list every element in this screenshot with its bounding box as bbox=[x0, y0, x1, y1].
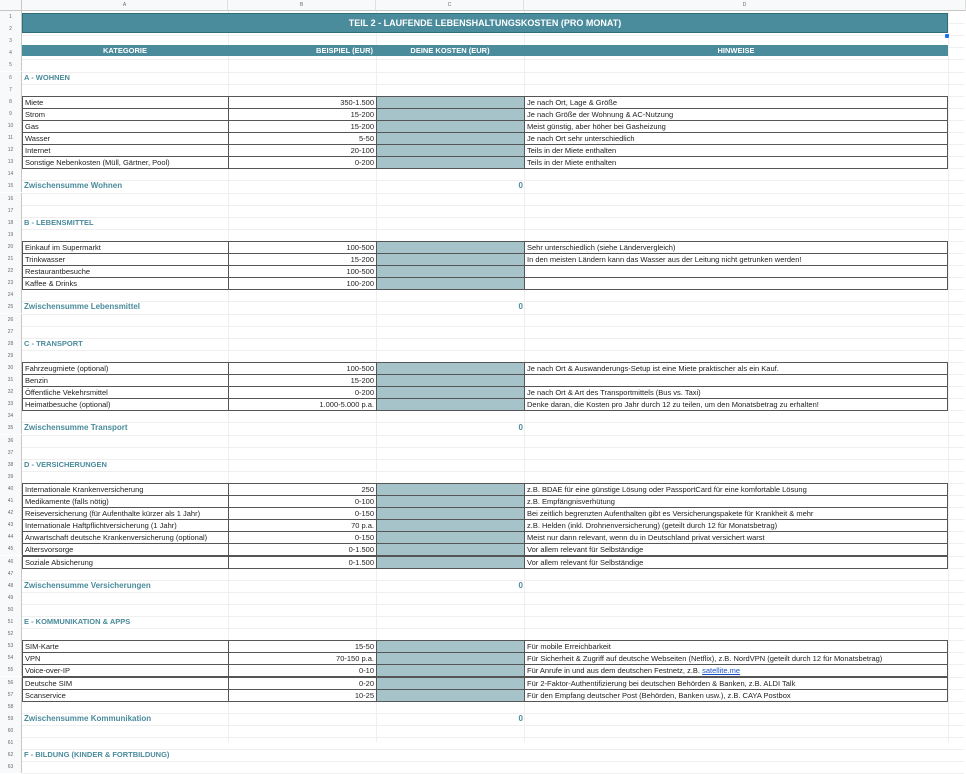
row-number[interactable]: 15 bbox=[0, 180, 22, 192]
subtotal-label: Zwischensumme Kommunikation bbox=[24, 713, 152, 723]
note-text: z.B. BDAE für eine günstige Lösung oder PassportCard für eine komfortable Lösung bbox=[527, 484, 807, 494]
category-cell[interactable]: SIM-Karte bbox=[22, 640, 229, 653]
note-text: Je nach Größe der Wohnung & AC-Nutzung bbox=[527, 109, 674, 119]
column-header-b[interactable]: B bbox=[228, 0, 376, 11]
row-number[interactable]: 43 bbox=[0, 519, 22, 531]
note-text: z.B. Empfängnisverhütung bbox=[527, 497, 615, 506]
example-cost-cell[interactable]: 15-200 bbox=[228, 108, 377, 121]
column-header-a[interactable]: A bbox=[22, 0, 228, 11]
example-cost-cell[interactable]: 20-100 bbox=[228, 144, 377, 157]
row-number[interactable]: 45 bbox=[0, 543, 22, 555]
row-gridline bbox=[22, 217, 964, 218]
example-cost-cell[interactable]: 5-50 bbox=[228, 132, 377, 145]
row-number[interactable]: 29 bbox=[0, 350, 22, 362]
row-number[interactable]: 32 bbox=[0, 386, 22, 398]
row-number[interactable]: 62 bbox=[0, 749, 22, 761]
row-number[interactable]: 5 bbox=[0, 59, 22, 71]
note-text: Vor allem relevant für Selbständige bbox=[527, 557, 644, 567]
row-gridline bbox=[22, 737, 964, 738]
row-number[interactable]: 63 bbox=[0, 761, 22, 773]
row-number[interactable]: 31 bbox=[0, 374, 22, 386]
row-number[interactable]: 18 bbox=[0, 217, 22, 229]
example-cost-cell[interactable]: 0-150 bbox=[228, 507, 377, 520]
note-cell[interactable] bbox=[524, 556, 948, 569]
category-cell[interactable]: Miete bbox=[22, 96, 229, 109]
row-gridline bbox=[22, 725, 964, 726]
row-number[interactable]: 14 bbox=[0, 168, 22, 180]
section-title: F - BILDUNG (KINDER & FORTBILDUNG) bbox=[24, 750, 170, 760]
row-number[interactable]: 51 bbox=[0, 616, 22, 628]
row-number[interactable]: 56 bbox=[0, 677, 22, 689]
row-number[interactable]: 4 bbox=[0, 47, 22, 59]
category-cell[interactable]: Einkauf im Supermarkt bbox=[22, 241, 229, 254]
subtotal-value[interactable]: 0 bbox=[518, 713, 523, 723]
row-number[interactable]: 7 bbox=[0, 84, 22, 96]
category-cell[interactable]: Internationale Krankenversicherung bbox=[22, 483, 229, 496]
your-cost-input[interactable] bbox=[376, 556, 525, 569]
example-cost-cell[interactable]: 0-20 bbox=[228, 677, 377, 690]
note-cell[interactable] bbox=[524, 277, 948, 290]
note-text: Sehr unterschiedlich (siehe Ländervergleich) bbox=[527, 242, 676, 252]
row-number[interactable]: 1 bbox=[0, 11, 22, 23]
section-title: B - LEBENSMITTEL bbox=[24, 217, 94, 227]
row-number[interactable]: 47 bbox=[0, 568, 22, 580]
row-number[interactable]: 52 bbox=[0, 628, 22, 640]
row-number[interactable]: 12 bbox=[0, 144, 22, 156]
category-cell[interactable]: Strom bbox=[22, 108, 229, 121]
row-gridline bbox=[22, 447, 964, 448]
header-hinweise[interactable]: HINWEISE bbox=[524, 45, 948, 56]
sheet-title[interactable]: TEIL 2 - LAUFENDE LEBENSHALTUNGSKOSTEN (PRO MONAT) bbox=[22, 13, 948, 33]
subtotal-label: Zwischensumme Transport bbox=[24, 423, 128, 433]
category-cell[interactable]: Voice-over-IP bbox=[22, 664, 229, 677]
note-text: Vor allem relevant für Selbständige bbox=[527, 545, 644, 555]
your-cost-input[interactable] bbox=[376, 398, 525, 411]
row-gridline bbox=[22, 616, 964, 617]
row-number[interactable]: 9 bbox=[0, 108, 22, 120]
row-number[interactable]: 19 bbox=[0, 229, 22, 241]
selection-handle[interactable] bbox=[945, 34, 949, 38]
note-text: z.B. Helden (inkl. Drohnenversicherung) (geteilt durch 12 für Monatsbetrag) bbox=[527, 521, 778, 531]
example-cost-cell[interactable]: 15-200 bbox=[228, 253, 377, 266]
row-gridline bbox=[22, 193, 964, 194]
example-cost-cell[interactable]: 15-200 bbox=[228, 374, 377, 387]
category-cell[interactable]: Kaffee & Drinks bbox=[22, 277, 229, 290]
row-number[interactable]: 36 bbox=[0, 435, 22, 447]
example-cost-cell[interactable]: 0-200 bbox=[228, 156, 377, 169]
row-number[interactable]: 58 bbox=[0, 701, 22, 713]
row-number[interactable]: 46 bbox=[0, 556, 22, 568]
example-cost-cell[interactable]: 250 bbox=[228, 483, 377, 496]
note-text: Für Sicherheit & Zugriff auf deutsche Webseiten (Netflix), z.B. NordVPN (geteilt durch 12 für Monatsbetrag) bbox=[527, 654, 883, 664]
row-gridline bbox=[22, 326, 964, 327]
note-text: Für 2-Faktor-Authentifizierung bei deutschen Behörden & Banken, z.B. ALDI Talk bbox=[527, 678, 796, 688]
row-number[interactable]: 49 bbox=[0, 592, 22, 604]
category-cell[interactable]: Wasser bbox=[22, 132, 229, 145]
example-cost-cell[interactable]: 70 p.a. bbox=[228, 519, 377, 532]
row-gridline bbox=[22, 592, 964, 593]
category-cell[interactable]: Internet bbox=[22, 144, 229, 157]
category-cell[interactable]: Trinkwasser bbox=[22, 253, 229, 266]
row-number[interactable]: 30 bbox=[0, 362, 22, 374]
your-cost-input[interactable] bbox=[376, 156, 525, 169]
row-gridline bbox=[22, 59, 964, 60]
subtotal-value[interactable]: 0 bbox=[518, 181, 523, 191]
category-cell[interactable]: Benzin bbox=[22, 374, 229, 387]
header-deine-kosten[interactable]: DEINE KOSTEN (EUR) bbox=[376, 45, 524, 56]
column-header-c[interactable]: C bbox=[376, 0, 524, 11]
note-text: Denke daran, die Kosten pro Jahr durch 12 zu teilen, um den Monatsbetrag zu erhalten! bbox=[527, 400, 819, 410]
row-number[interactable]: 23 bbox=[0, 277, 22, 289]
column-header-d[interactable]: D bbox=[524, 0, 966, 11]
header-kategorie[interactable]: KATEGORIE bbox=[22, 45, 228, 56]
section-title: A - WOHNEN bbox=[24, 72, 70, 82]
row-number[interactable]: 48 bbox=[0, 580, 22, 592]
row-gridline bbox=[22, 604, 964, 605]
row-number[interactable]: 50 bbox=[0, 604, 22, 616]
row-number[interactable]: 61 bbox=[0, 737, 22, 749]
category-cell[interactable]: Altersvorsorge bbox=[22, 543, 229, 556]
example-cost-cell[interactable]: 100-500 bbox=[228, 241, 377, 254]
column-gridline bbox=[948, 11, 949, 742]
row-number[interactable]: 10 bbox=[0, 120, 22, 132]
subtotal-label: Zwischensumme Lebensmittel bbox=[24, 302, 141, 312]
row-gridline bbox=[22, 205, 964, 206]
row-number[interactable]: 13 bbox=[0, 156, 22, 168]
row-number[interactable]: 53 bbox=[0, 640, 22, 652]
row-number[interactable]: 40 bbox=[0, 483, 22, 495]
category-cell[interactable]: Medikamente (falls nötig) bbox=[22, 495, 229, 508]
category-cell[interactable]: Sonstige Nebenkosten (Müll, Gärtner, Pool) bbox=[22, 156, 229, 169]
row-number[interactable]: 22 bbox=[0, 265, 22, 277]
category-cell[interactable]: Gas bbox=[22, 120, 229, 133]
category-cell[interactable]: VPN bbox=[22, 652, 229, 665]
example-cost-cell[interactable]: 100-500 bbox=[228, 362, 377, 375]
note-text: Teils in der Miete enthalten bbox=[527, 146, 617, 156]
your-cost-input[interactable] bbox=[376, 689, 525, 702]
row-number[interactable]: 2 bbox=[0, 23, 22, 35]
row-gridline bbox=[22, 628, 964, 629]
section-title: C - TRANSPORT bbox=[24, 338, 83, 348]
category-cell[interactable]: Restaurantbesuche bbox=[22, 265, 229, 278]
example-cost-cell[interactable]: 100-500 bbox=[228, 265, 377, 278]
row-number[interactable]: 25 bbox=[0, 301, 22, 313]
category-cell[interactable]: Soziale Absicherung bbox=[22, 556, 229, 569]
example-cost-cell[interactable]: 0-100 bbox=[228, 495, 377, 508]
row-number[interactable]: 8 bbox=[0, 96, 22, 108]
subtotal-label: Zwischensumme Versicherungen bbox=[24, 580, 151, 590]
row-number[interactable]: 57 bbox=[0, 689, 22, 701]
row-number[interactable]: 34 bbox=[0, 410, 22, 422]
row-number[interactable]: 54 bbox=[0, 652, 22, 664]
row-number[interactable]: 38 bbox=[0, 459, 22, 471]
example-cost-cell[interactable]: 0-150 bbox=[228, 531, 377, 544]
row-number[interactable]: 44 bbox=[0, 531, 22, 543]
select-all-corner[interactable] bbox=[0, 0, 22, 11]
subtotal-value[interactable]: 0 bbox=[518, 423, 523, 433]
example-cost-cell[interactable]: 0-1.500 bbox=[228, 543, 377, 556]
row-gridline bbox=[22, 350, 964, 351]
row-number[interactable]: 35 bbox=[0, 422, 22, 434]
category-cell[interactable]: Scanservice bbox=[22, 689, 229, 702]
note-cell[interactable] bbox=[524, 689, 948, 702]
subtotal-value[interactable]: 0 bbox=[518, 580, 523, 590]
category-cell[interactable]: Anwartschaft deutsche Krankenversicherung (optional) bbox=[22, 531, 229, 544]
row-number[interactable]: 6 bbox=[0, 72, 22, 84]
header-beispiel[interactable]: BEISPIEL (EUR) bbox=[228, 45, 376, 56]
row-number[interactable]: 3 bbox=[0, 35, 22, 47]
example-cost-cell[interactable]: 15-200 bbox=[228, 120, 377, 133]
subtotal-label: Zwischensumme Wohnen bbox=[24, 181, 123, 191]
section-title: D - VERSICHERUNGEN bbox=[24, 459, 107, 469]
row-number[interactable]: 37 bbox=[0, 447, 22, 459]
note-cell[interactable] bbox=[524, 398, 948, 411]
row-number[interactable]: 28 bbox=[0, 338, 22, 350]
example-cost-cell[interactable]: 0-1.500 bbox=[228, 556, 377, 569]
note-cell[interactable] bbox=[524, 156, 948, 169]
row-number[interactable]: 41 bbox=[0, 495, 22, 507]
row-number[interactable]: 21 bbox=[0, 253, 22, 265]
row-number[interactable]: 39 bbox=[0, 471, 22, 483]
category-cell[interactable]: Deutsche SIM bbox=[22, 677, 229, 690]
row-gridline bbox=[22, 314, 964, 315]
category-cell[interactable]: Reiseversicherung (für Aufenthalte kürzer als 1 Jahr) bbox=[22, 507, 229, 520]
row-number[interactable]: 27 bbox=[0, 326, 22, 338]
row-number[interactable]: 20 bbox=[0, 241, 22, 253]
example-cost-cell[interactable]: 350-1.500 bbox=[228, 96, 377, 109]
row-number[interactable]: 26 bbox=[0, 314, 22, 326]
note-text: Meist günstig, aber höher bei Gasheizung bbox=[527, 121, 666, 131]
note-text: Für mobile Erreichbarkeit bbox=[527, 642, 611, 652]
note-text: Für Anrufe in und aus dem deutschen Festnetz, z.B. bbox=[527, 666, 703, 676]
row-gridline bbox=[22, 761, 964, 762]
row-number[interactable]: 42 bbox=[0, 507, 22, 519]
row-number[interactable]: 16 bbox=[0, 193, 22, 205]
row-gridline bbox=[22, 229, 964, 230]
row-gridline bbox=[22, 72, 964, 73]
subtotal-value[interactable]: 0 bbox=[518, 302, 523, 312]
row-number[interactable]: 55 bbox=[0, 664, 22, 676]
note-text: Je nach Ort sehr unterschiedlich bbox=[527, 134, 635, 143]
row-gridline bbox=[22, 84, 964, 85]
row-gridline bbox=[22, 459, 964, 460]
note-text: Je nach Ort, Lage & Größe bbox=[527, 97, 618, 107]
example-cost-cell[interactable]: 0-10 bbox=[228, 664, 377, 677]
example-cost-cell[interactable]: 15-50 bbox=[228, 640, 377, 653]
row-gridline bbox=[22, 471, 964, 472]
row-number[interactable]: 24 bbox=[0, 289, 22, 301]
row-gridline bbox=[22, 338, 964, 339]
row-gridline bbox=[22, 35, 964, 36]
category-cell[interactable]: Öffentliche Vekehrsmittel bbox=[22, 386, 229, 399]
row-number[interactable]: 33 bbox=[0, 398, 22, 410]
note-text: Meist nur dann relevant, wenn du in Deutschland privat versichert warst bbox=[527, 533, 765, 543]
row-number[interactable]: 59 bbox=[0, 713, 22, 725]
example-cost-cell[interactable]: 0-200 bbox=[228, 386, 377, 399]
note-text: Je nach Ort & Auswanderungs-Setup ist eine Miete praktischer als ein Kauf. bbox=[527, 363, 779, 373]
row-number[interactable]: 60 bbox=[0, 725, 22, 737]
section-title: E - KOMMUNIKATION & APPS bbox=[24, 617, 131, 626]
row-number[interactable]: 17 bbox=[0, 205, 22, 217]
example-cost-cell[interactable]: 70-150 p.a. bbox=[228, 652, 377, 665]
row-number[interactable]: 11 bbox=[0, 132, 22, 144]
note-link[interactable]: satellite.me bbox=[702, 666, 741, 676]
example-cost-cell[interactable]: 1.000-5.000 p.a. bbox=[228, 398, 377, 411]
example-cost-cell[interactable]: 100-200 bbox=[228, 277, 377, 290]
your-cost-input[interactable] bbox=[376, 277, 525, 290]
example-cost-cell[interactable]: 10-25 bbox=[228, 689, 377, 702]
category-cell[interactable]: Internationale Haftpflichtversicherung (1 Jahr) bbox=[22, 519, 229, 532]
category-cell[interactable]: Heimatbesuche (optional) bbox=[22, 398, 229, 411]
note-text: Je nach Ort & Art des Transportmittels (Bus vs. Taxi) bbox=[527, 388, 701, 398]
note-text: Teils in der Miete enthalten bbox=[527, 158, 617, 168]
row-gridline bbox=[22, 435, 964, 436]
category-cell[interactable]: Fahrzeugmiete (optional) bbox=[22, 362, 229, 375]
note-text: Für den Empfang deutscher Post (Behörden, Banken usw.), z.B. CAYA Postbox bbox=[527, 690, 791, 700]
note-text: Bei zeitlich begrenzten Aufenthalten gibt es Versicherungspakete für Krankheit & mehr bbox=[527, 509, 814, 519]
note-text: In den meisten Ländern kann das Wasser aus der Leitung nicht getrunken werden! bbox=[527, 255, 802, 264]
